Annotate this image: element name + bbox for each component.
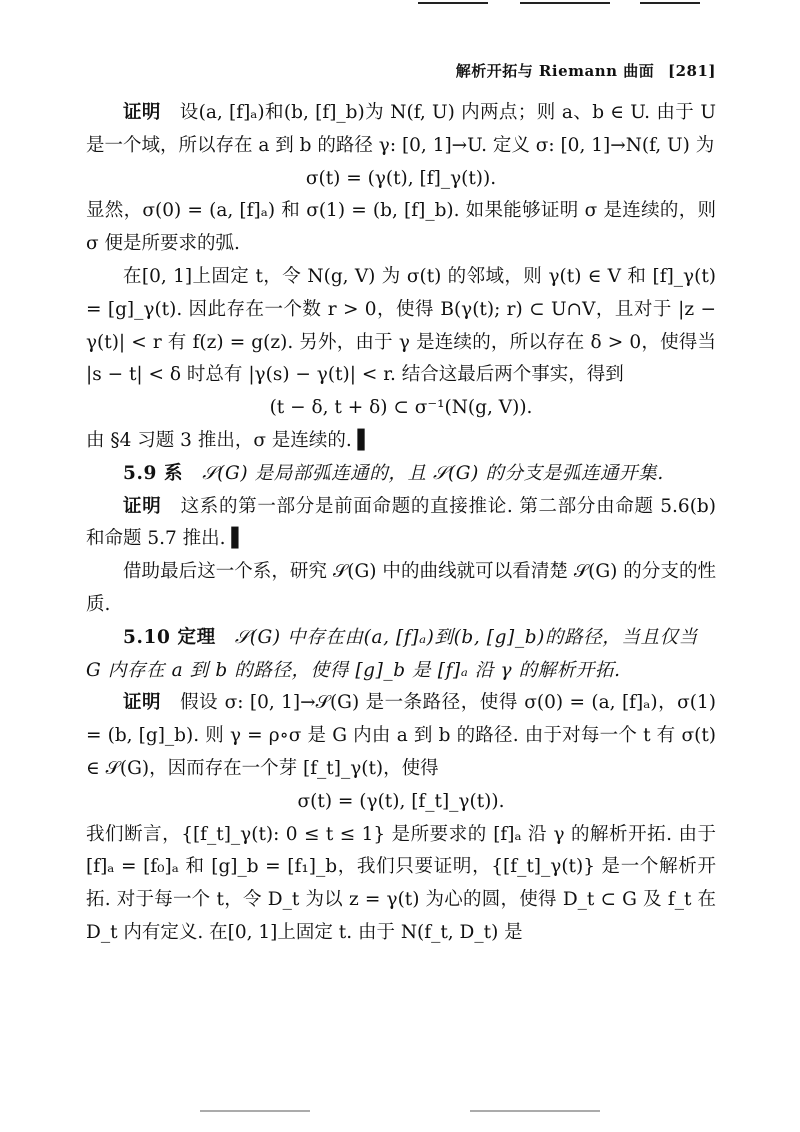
corollary-text: 𝒮(G) 是局部弧连通的，且 𝒮(G) 的分支是弧连通开集.: [202, 462, 664, 484]
page-body: [86, 97, 716, 950]
scan-top-mark: [640, 2, 700, 4]
paragraph: 显然，σ(0) = (a, [f]ₐ) 和 σ(1) = (b, [f]_b). 如果能够证明 σ 是连续的，则 σ 便是所要求的弧.: [86, 200, 716, 255]
corollary: [86, 458, 716, 491]
header-title: 解析开拓与 Riemann 曲面: [455, 62, 655, 80]
scan-bottom-mark: [470, 1110, 600, 1112]
running-header: [0, 60, 800, 81]
scan-top-mark: [418, 2, 488, 4]
corollary-label: 5.9 系: [123, 462, 184, 484]
display-equation: σ(t) = (γ(t), [f]_γ(t)).: [305, 167, 497, 189]
proof-label: 证明: [123, 692, 162, 714]
page-number: [281]: [667, 62, 716, 80]
proof-text: 设(a, [f]ₐ)和(b, [f]_b)为 N(f, U) 内两点；则 a、b ∈ U. 由于 U 是一个域，所以存在 a 到 b 的路径 γ: [0, 1]→U. 定义 σ: [0, 1]→N(f, U) 为: [86, 102, 716, 156]
proof-text: 这系的第一部分是前面命题的直接推论. 第二部分由命题 5.6(b) 和命题 5.7 推出. ▌: [86, 495, 716, 550]
proof-paragraph: [86, 491, 716, 557]
display-equation: σ(t) = (γ(t), [f_t]_γ(t)).: [297, 790, 505, 812]
proof-paragraph: [86, 687, 716, 785]
paragraph: 在[0, 1]上固定 t，令 N(g, V) 为 σ(t) 的邻域，则 γ(t) ∈ V 和 [f]_γ(t) = [g]_γ(t). 因此存在一个数 r > 0，使得 B(γ(t); r) ⊂ U∩V，且对于 |z − γ(t)| < r 有 f(z) = g(z). 另外，由于 γ 是连续的，所以存在 δ > 0，使得当 |s − t| < δ 时总有 |γ(s) − γ(t)| < r. 结合这最后两个事实，得到: [86, 265, 716, 386]
paragraph: 借助最后这一个系，研究 𝒮(G) 中的曲线就可以看清楚 𝒮(G) 的分支的性质.: [86, 561, 716, 615]
paragraph: 由 §4 习题 3 推出，σ 是连续的. ▌: [86, 429, 372, 451]
display-equation: (t − δ, t + δ) ⊂ σ⁻¹(N(g, V)).: [269, 397, 533, 419]
proof-paragraph: [86, 97, 716, 163]
proof-label: 证明: [123, 495, 162, 517]
proof-label: 证明: [123, 102, 161, 123]
theorem-label: 5.10 定理: [123, 626, 216, 648]
theorem-text: 𝒮(G) 中存在由(a, [f]ₐ)到(b, [g]_b)的路径，当且仅当 G 内存在 a 到 b 的路径，使得 [g]_b 是 [f]ₐ 沿 γ 的解析开拓.: [86, 626, 698, 681]
scan-bottom-mark: [200, 1110, 310, 1112]
scan-top-mark: [520, 2, 610, 4]
proof-text: 假设 σ: [0, 1]→𝒮(G) 是一条路径，使得 σ(0) = (a, [f]ₐ)，σ(1) = (b, [g]_b). 则 γ = ρ∘σ 是 G 内由 a 到 b 的路径. 由于对每一个 t 有 σ(t) ∈ 𝒮(G)，因而存在一个芽 [f_t]_γ(t)，使得: [86, 692, 716, 779]
paragraph: 我们断言，{[f_t]_γ(t): 0 ≤ t ≤ 1} 是所要求的 [f]ₐ 沿 γ 的解析开拓. 由于 [f]ₐ = [f₀]ₐ 和 [g]_b = [f₁]_b，我们只要证明，{[f_t]_γ(t)} 是一个解析开拓. 对于每一个 t，令 D_t 为以 z = γ(t) 为心的圆，使得 D_t ⊂ G 及 f_t 在 D_t 内有定义. 在[0, 1]上固定 t. 由于 N(f_t, D_t) 是: [86, 823, 716, 943]
theorem: [86, 622, 716, 688]
